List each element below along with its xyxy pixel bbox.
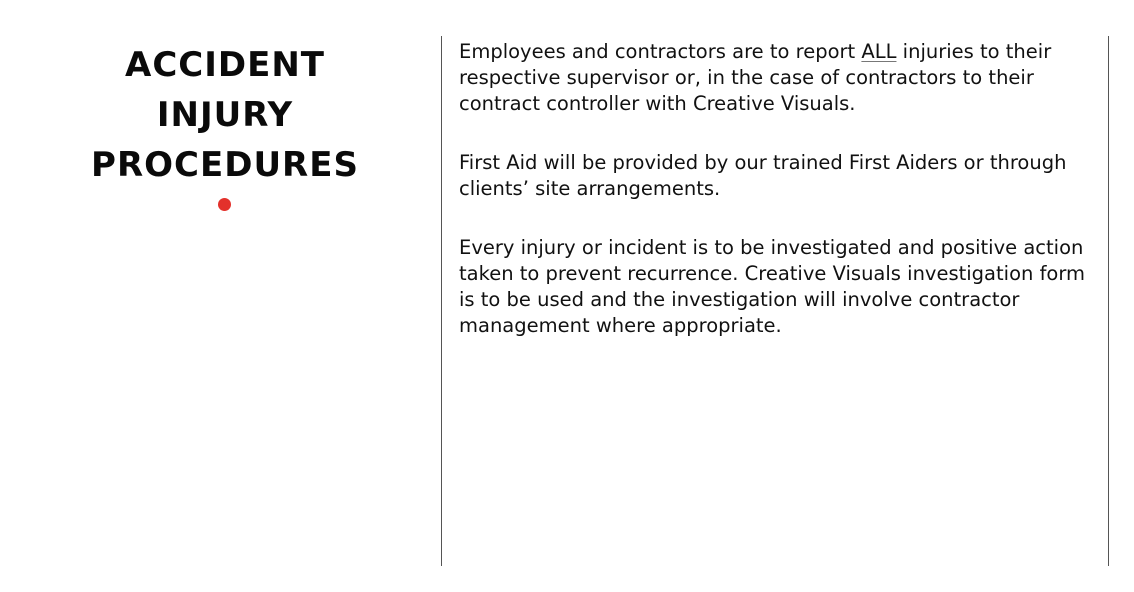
page-title	[60, 40, 390, 190]
left-divider	[441, 36, 442, 566]
emphasis-all: ALL	[861, 40, 897, 63]
title-line-3: PROCEDURES	[91, 145, 359, 185]
paragraph-reporting-end: injuries to their respective supervisor or, in the case of contractors to their contract controller with Creative Visuals.	[459, 40, 1052, 115]
paragraph-reporting	[459, 39, 1099, 117]
red-dot-accent	[218, 198, 231, 211]
procedures-content	[459, 39, 1099, 372]
paragraph-investigation: Every injury or incident is to be investigated and positive action taken to prevent recurrence. Creative Visuals investigation form is to be used and the investigation will involve contractor management where appropriate.	[459, 236, 1086, 337]
right-divider	[1108, 36, 1109, 566]
title-line-2: INJURY	[156, 95, 294, 135]
paragraph-reporting-start: Employees and contractors are to report	[459, 40, 862, 63]
title-line-1: ACCIDENT	[125, 45, 325, 85]
paragraph-first-aid: First Aid will be provided by our trained First Aiders or through clients’ site arrangements.	[459, 151, 1067, 200]
